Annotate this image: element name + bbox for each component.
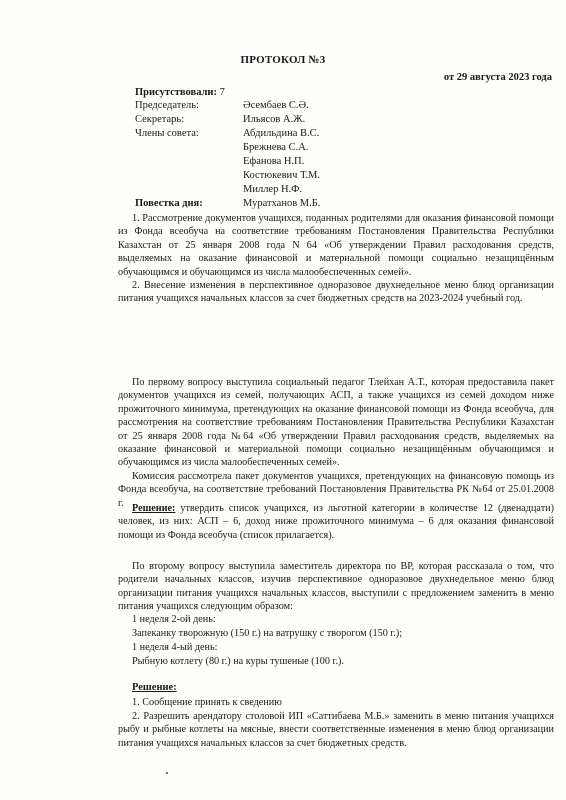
- decision1-label: Решение:: [132, 503, 176, 514]
- secretary-label: Секретарь:: [135, 114, 185, 125]
- menu-week1-day4: 1 неделя 4-ый день:: [132, 642, 218, 653]
- chair-name: Әсембаев С.Ә.: [243, 100, 309, 111]
- member-name: Абдильдина В.С.: [243, 128, 320, 139]
- agenda-list: [118, 212, 554, 306]
- decision2-item-2: 2. Разрешить арендатору столовой ИП «Саттибаева М.Б.» заменить в меню питания учащихся рыбу и рыбные котлеты на мясные, внести соответственные изменения в меню блюд организации питания учащихся начальных классов за счет бюджетных средств.: [118, 711, 554, 749]
- attendance-count: 7: [219, 87, 225, 98]
- decision1-block: [118, 502, 554, 542]
- members-label: Члены совета:: [135, 128, 199, 139]
- menu-change-2: Рыбную котлету (80 г.) на куры тушеные (100 г.).: [132, 656, 344, 667]
- attendance-line: [135, 87, 225, 98]
- member-name: Муратханов М.Б.: [243, 198, 321, 209]
- question1-commission: Комиссия рассмотрела пакет документов учащихся, претендующих на финансовую помощь из Фонда всеобуча, на соответствие требований Постановления Правительства РК №64 от 25.01.2008 г.: [118, 470, 554, 509]
- secretary-name: Ильясов А.Ж.: [243, 114, 306, 125]
- attendance-label: Присутствовали:: [135, 87, 217, 98]
- question2-block: [118, 560, 554, 614]
- page-title: ПРОТОКОЛ №3: [240, 54, 326, 66]
- chair-label: Председатель:: [135, 100, 199, 111]
- decision2-item-1: 1. Сообщение принять к сведению: [132, 697, 282, 708]
- question2-text: По второму вопросу выступила заместитель директора по ВР, которая рассказала о том, что родители начальных классов, изучив перспективное одноразовое двухнедельное меню блюд организации питания учащихся начальных классов, выступили с предложением заменить в меню питания учащихся следующим образом:: [118, 561, 554, 613]
- member-name: Ефанова Н.П.: [243, 156, 305, 167]
- member-name: Миллер Н.Ф.: [243, 184, 303, 195]
- scan-speck: [166, 772, 168, 774]
- question1-block: [118, 376, 554, 510]
- member-name: Брежнева С.А.: [243, 142, 309, 153]
- agenda-heading: Повестка дня:: [135, 198, 203, 209]
- agenda-item-2: 2. Внесение изменения в перспективное одноразовое двухнедельное меню блюд организации питания учащихся начальных классов за счет бюджетных средств на 2023-2024 учебный год.: [118, 280, 554, 305]
- member-name: Костюкевич Т.М.: [243, 170, 321, 181]
- decision1-text: утвердить список учащихся, из льготной категории в количестве 12 (двенадцати) человек, из них: АСП – 6, доход ниже прожиточного минимума – 6 для оказания финансовой помощи из Фонда всеобуча (список прилагается).: [118, 503, 554, 541]
- question1-text: По первому вопросу выступила социальный педагог Тлейхан А.Т., которая предоставила пакет документов учащихся из семей, получающих АСП, а также учащихся из семей доходом ниже прожиточного минимума, претендующих на оказание финансовой помощи из Фонда всеобуча, для рассмотрения на соответствие требованиям Постановления Правительства Республики Казахстан от 25 января 2008 года №64 «Об утверждении Правил расходования средств, выделяемых на оказание финансовой и материальной помощи социально незащищённым обучающимся и обучающимся из числа малообеспеченных семей».: [118, 377, 554, 469]
- decision2-heading: Решение:: [132, 682, 177, 693]
- decision2-item-2-block: [118, 710, 554, 750]
- protocol-date: от 29 августа 2023 года: [443, 72, 552, 83]
- agenda-item-1: 1. Рассмотрение документов учащихся, поданных родителями для оказания финансовой помощи из Фонда всеобуча на соответствие требованиям Постановления Правительства Республики Казахстан от 25 января 2008 года N 64 «Об утверждении Правил расходования средств, выделяемых на оказание финансовой и материальной помощи социально незащищённым обучающимся и обучающимся из числа малообеспеченных семей».: [118, 213, 554, 278]
- menu-change-1: Запеканку творожную (150 г.) на ватрушку с творогом (150 г.);: [132, 628, 403, 639]
- menu-week1-day2: 1 неделя 2-ой день:: [132, 614, 216, 625]
